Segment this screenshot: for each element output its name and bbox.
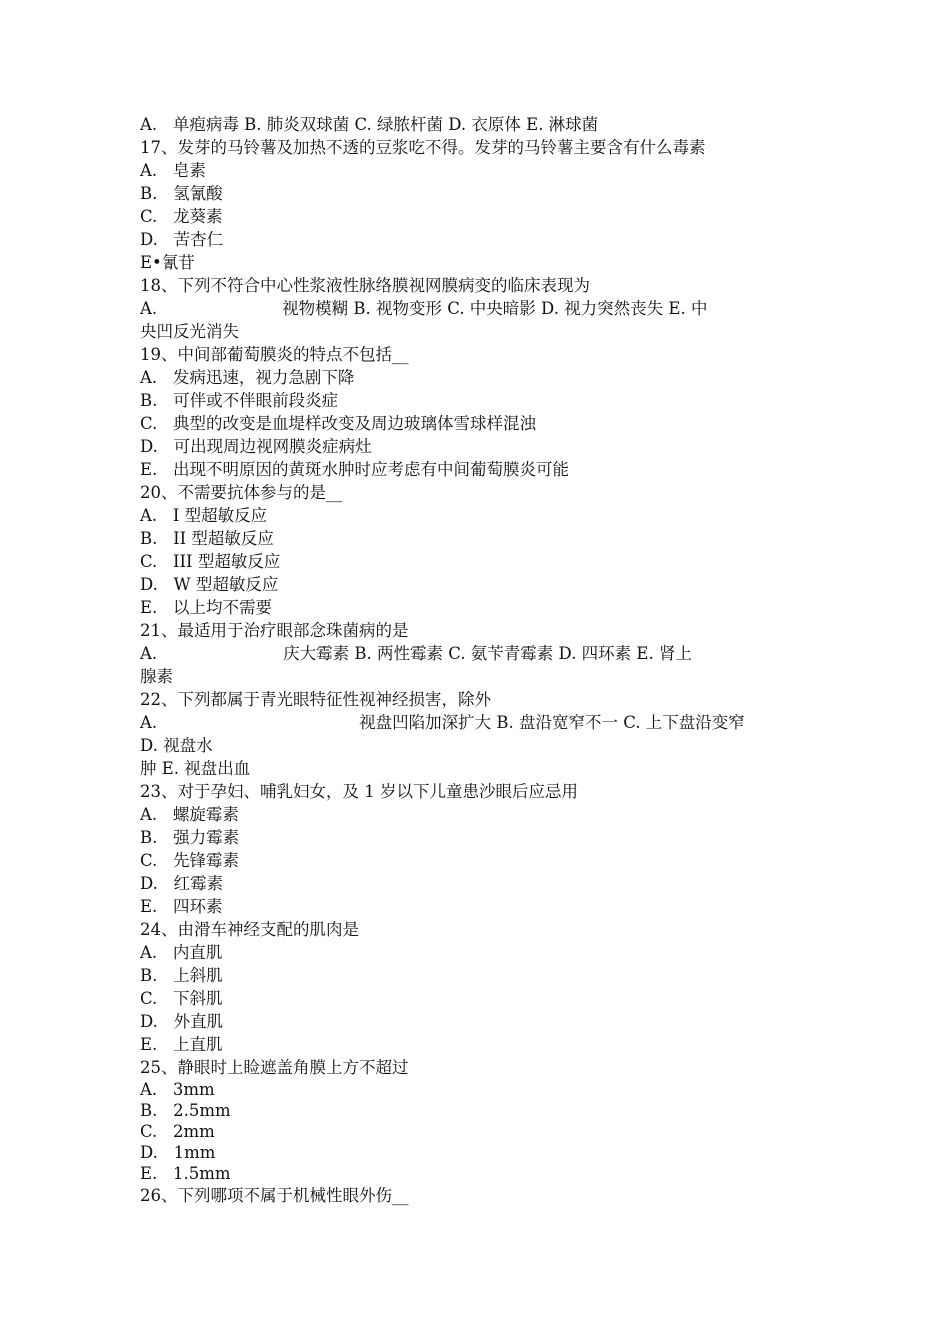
- option-line: B. 强力霉素: [140, 828, 240, 847]
- option-line: D. 苦杏仁: [140, 230, 224, 249]
- option-line: B. II 型超敏反应: [140, 529, 274, 548]
- question-26: 26、下列哪项不属于机械性眼外伤__: [140, 1186, 409, 1205]
- option-line: B. 2.5mm: [140, 1101, 231, 1120]
- option-letter: A.: [140, 644, 158, 663]
- option-line: A. 3mm: [140, 1080, 215, 1099]
- option-line: E. 以上均不需要: [140, 598, 273, 617]
- question-25: 25、静眼时上睑遮盖角膜上方不超过: [140, 1058, 409, 1077]
- option-line-continued: 央凹反光消失: [140, 322, 239, 341]
- option-line: C. 龙葵素: [140, 207, 223, 226]
- option-line: B. 氢氰酸: [140, 184, 223, 203]
- question-22: 22、下列都属于青光眼特征性视神经损害，除外: [140, 690, 491, 709]
- document-page: [140, 113, 800, 1207]
- question-21: 21、最适用于治疗眼部念珠菌病的是: [140, 621, 409, 640]
- option-line: A. 发病迅速，视力急剧下降: [140, 368, 355, 387]
- question-19: 19、中间部葡萄膜炎的特点不包括__: [140, 345, 409, 364]
- option-text: 庆大霉素 B. 两性霉素 C. 氨苄青霉素 D. 四环素 E. 肾上: [283, 644, 692, 663]
- option-line: A. 内直肌: [140, 943, 223, 962]
- option-line: C. 下斜肌: [140, 989, 223, 1008]
- question-24: 24、由滑车神经支配的肌肉是: [140, 920, 359, 939]
- option-letter: A.: [140, 713, 158, 732]
- option-line: E•氰苷: [140, 253, 195, 272]
- option-line: A. 螺旋霉素: [140, 805, 239, 824]
- option-text: 视盘凹陷加深扩大 B. 盘沿宽窄不一 C. 上下盘沿变窄: [359, 713, 745, 732]
- option-line: C. III 型超敏反应: [140, 552, 281, 571]
- question-17: 17、发芽的马铃薯及加热不透的豆浆吃不得。发芽的马铃薯主要含有什么毒素: [140, 138, 706, 157]
- option-line: C. 先锋霉素: [140, 851, 240, 870]
- option-line: A. 皂素: [140, 161, 206, 180]
- question-18: 18、下列不符合中心性浆液性脉络膜视网膜病变的临床表现为: [140, 276, 590, 295]
- option-line: [140, 642, 800, 665]
- option-line-continued: 肿 E. 视盘出血: [140, 759, 251, 778]
- option-line: D. 外直肌: [140, 1012, 224, 1031]
- option-line-continued: 腺素: [140, 667, 173, 686]
- option-line: D. 可出现周边视网膜炎症病灶: [140, 437, 372, 456]
- option-line: E. 上直肌: [140, 1035, 223, 1054]
- question-20: 20、不需要抗体参与的是__: [140, 483, 343, 502]
- option-line: A. I 型超敏反应: [140, 506, 268, 525]
- option-line: D. 1mm: [140, 1143, 216, 1162]
- option-line: [140, 711, 800, 734]
- question-23: 23、对于孕妇、哺乳妇女，及 1 岁以下儿童患沙眼后应忌用: [140, 782, 578, 801]
- option-line: C. 典型的改变是血堤样改变及周边玻璃体雪球样混浊: [140, 414, 537, 433]
- option-line: A. 单疱病毒 B. 肺炎双球菌 C. 绿脓杆菌 D. 衣原体 E. 淋球菌: [140, 115, 599, 134]
- option-line: E. 四环素: [140, 897, 223, 916]
- option-line: B. 可伴或不伴眼前段炎症: [140, 391, 339, 410]
- option-line: E. 出现不明原因的黄斑水肿时应考虑有中间葡萄膜炎可能: [140, 460, 570, 479]
- option-line: C. 2mm: [140, 1122, 215, 1141]
- option-text: 视物模糊 B. 视物变形 C. 中央暗影 D. 视力突然丧失 E. 中: [282, 299, 708, 318]
- option-line: D. W 型超敏反应: [140, 575, 279, 594]
- option-line: B. 上斜肌: [140, 966, 223, 985]
- option-line: [140, 297, 800, 320]
- option-letter: A.: [140, 299, 158, 318]
- option-line-continued: D. 视盘水: [140, 736, 213, 755]
- option-line: D. 红霉素: [140, 874, 224, 893]
- option-line: E. 1.5mm: [140, 1164, 231, 1183]
